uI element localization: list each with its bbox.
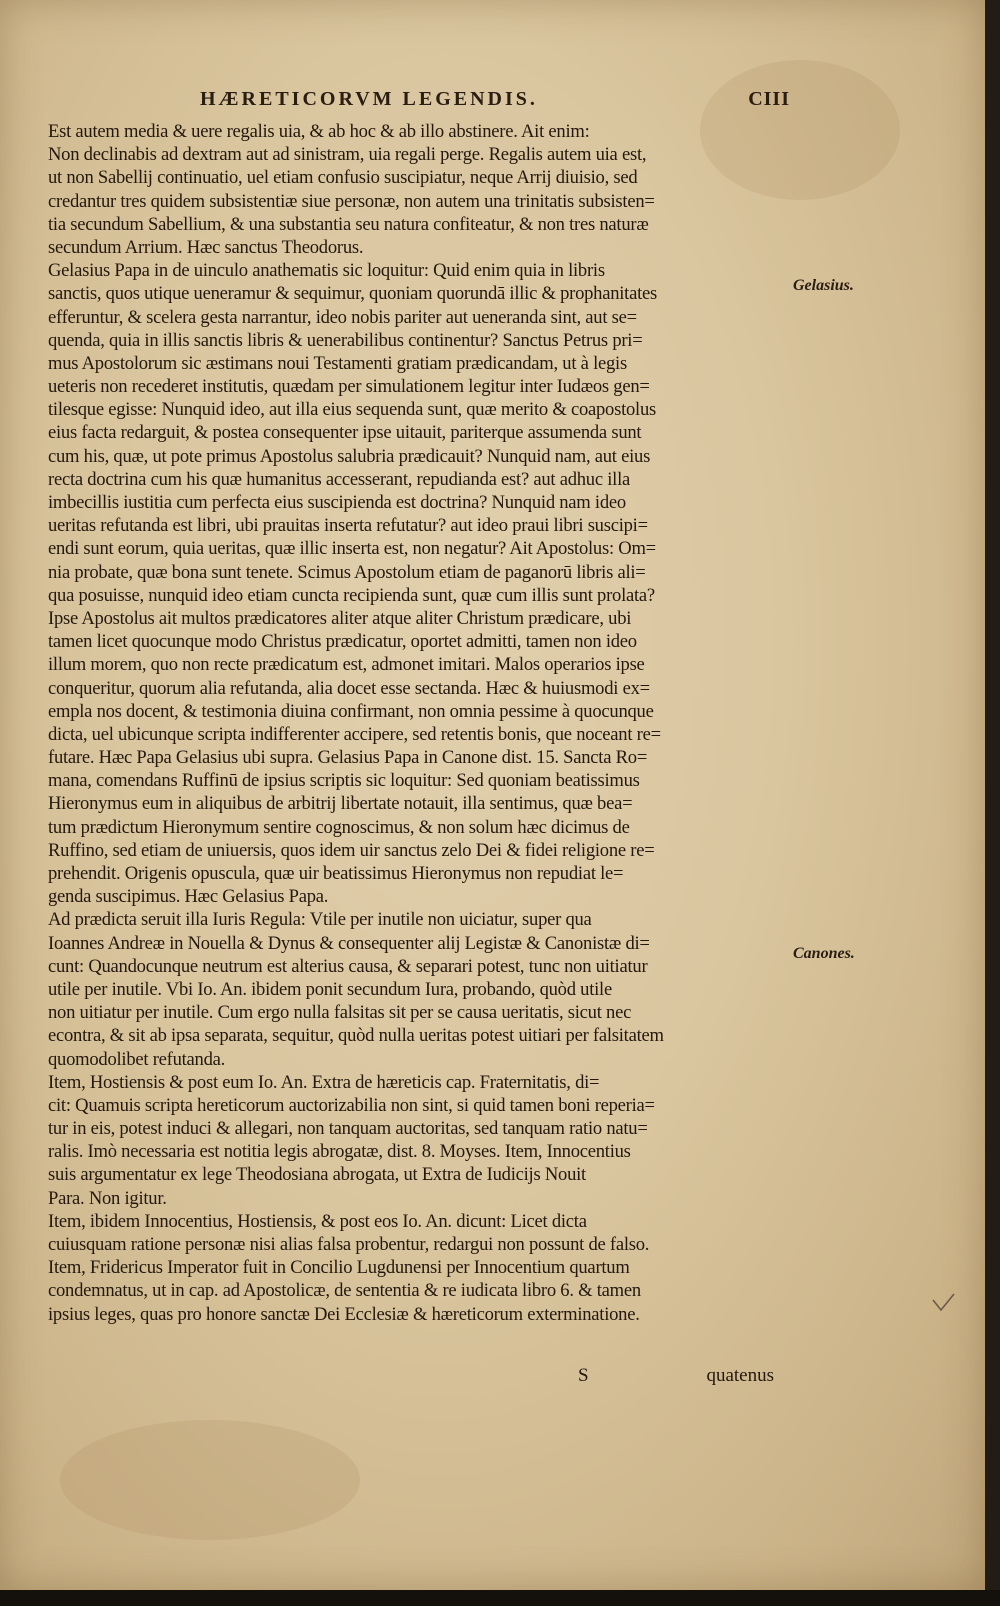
text-line: ipsius leges, quas pro honore sanctæ Dei Ecclesiæ & hæreticorum exterminatione. <box>48 1303 640 1325</box>
text-line: Item, Hostiensis & post eum Io. An. Extra de hæreticis cap. Fraternitatis, di= <box>48 1071 600 1093</box>
text-line: ralis. Imò necessaria est notitia legis abrogatæ, dist. 8. Moyses. Item, Innocentius <box>48 1141 631 1163</box>
text-block <box>48 120 788 1326</box>
text-line: tur in eis, potest induci & allegari, non tanquam auctoritas, sed tanquam ratio natu= <box>48 1118 648 1140</box>
text-line: secundum Arrium. Hæc sanctus Theodorus. <box>48 236 364 258</box>
text-line: mana, comendans Ruffinū de ipsius scriptis sic loquitur: Sed quoniam beatissimus <box>48 770 640 792</box>
text-line: dicta, uel ubicunque scripta indifferenter accipere, sed retentis bonis, que noceant re= <box>48 723 661 745</box>
text-line: Gelasius Papa in de uinculo anathematis sic loquitur: Quid enim quia in libris <box>48 260 605 282</box>
text-line: ueritas refutanda est libri, ubi prauitas inserta refutatur? aut ideo praui libri suscipi= <box>48 515 648 537</box>
text-line: non uitiatur per inutile. Cum ergo nulla falsitas sit per se causa ueritatis, sicut nec <box>48 1002 632 1024</box>
text-line: conqueritur, quorum alia refutanda, alia docet esse sectanda. Hæc & huiusmodi ex= <box>48 677 650 699</box>
text-line: cuiusquam ratione personæ nisi alias falsa probentur, redargui non possunt de falso. <box>48 1234 650 1255</box>
text-line: Ioannes Andreæ in Nouella & Dynus & consequenter alij Legistæ & Canonistæ di= <box>48 932 650 954</box>
catchword-row <box>48 1365 788 1389</box>
text-line: genda suscipimus. Hæc Gelasius Papa. <box>48 886 329 908</box>
text-line: futare. Hæc Papa Gelasius ubi supra. Gelasius Papa in Canone dist. 15. Sancta Ro= <box>48 747 648 769</box>
text-line: prehendit. Origenis opuscula, quæ uir beatissimus Hieronymus non repudiat le= <box>48 863 624 884</box>
text-line: tum prædictum Hieronymum sentire cognoscimus, & non solum hæc dicimus de <box>48 816 630 838</box>
marginal-note-canones: Canones. <box>793 945 855 962</box>
text-line: Non declinabis ad dextram aut ad sinistram, uia regali perge. Regalis autem uia est, <box>48 144 647 166</box>
pencil-check-mark <box>930 1290 956 1316</box>
folio-number: CIII <box>748 88 790 110</box>
text-line: quomodolibet refutanda. <box>48 1048 226 1070</box>
text-line: Ad prædicta seruit illa Iuris Regula: Vtile per inutile non uiciatur, super qua <box>48 909 592 931</box>
page-edge <box>985 0 1000 1606</box>
text-line: imbecillis iustitia cum perfecta eius suscipienda est doctrina? Nunquid nam ideo <box>48 492 626 513</box>
text-line: mus Apostolorum sic æstimans noui Testamenti gratiam prædicandam, ut à legis <box>48 352 627 374</box>
text-line: econtra, & sit ab ipsa separata, sequitur, quòd nulla ueritas potest uitiari per falsitatem <box>48 1025 664 1047</box>
text-line: recta doctrina cum his quæ humanitus accesserant, repudianda est? aut adhuc illa <box>48 468 631 490</box>
text-line: Ipse Apostolus ait multos prædicatores aliter atque aliter Christum prædicare, ubi <box>48 607 632 629</box>
text-line: Item, Fridericus Imperator fuit in Concilio Lugdunensi per Innocentium quartum <box>48 1257 630 1279</box>
text-line: Ruffino, sed etiam de uniuersis, quos idem uir sanctus zelo Dei & fidei religione re= <box>48 839 655 861</box>
text-line: ueteris non recederet institutis, quædam per simulationem legitur inter Iudæos gen= <box>48 376 650 398</box>
text-line: endi sunt eorum, quia ueritas, quæ illic inserta est, non negatur? Ait Apostolus: Om= <box>48 538 656 560</box>
text-line: empla nos docent, & testimonia diuina confirmant, non omnia pessime à quocunque <box>48 700 654 722</box>
text-line: nia probate, quæ bona sunt tenete. Scimus Apostolum etiam de paganorū libris ali= <box>48 561 646 583</box>
text-line: quenda, quia in illis sanctis libris & uenerabilibus continentur? Sanctus Petrus pri= <box>48 329 643 351</box>
text-line: Para. Non igitur. <box>48 1187 167 1209</box>
text-line: Item, ibidem Innocentius, Hostiensis, & post eos Io. An. dicunt: Licet dicta <box>48 1210 587 1232</box>
text-line: eius facta redarguit, & postea consequenter ipse uitauit, pariterque assumenda sunt <box>48 422 642 444</box>
text-line: cum his, quæ, ut pote primus Apostolus salubria prædicauit? Nunquid nam, aut eius <box>48 445 651 467</box>
text-line: qua posuisse, nunquid ideo etiam cuncta recipienda sunt, quæ cum illis sunt prolata? <box>48 584 655 606</box>
marginal-note-gelasius: Gelasius. <box>793 277 854 294</box>
text-line: ut non Sabellij continuatio, uel etiam confusio suscipiatur, neque Arrij diuisio, sed <box>48 167 638 189</box>
paper-stain <box>60 1420 360 1540</box>
page-bottom-edge <box>0 1590 1000 1606</box>
running-head-title: HÆRETICORVM LEGENDIS. <box>200 88 538 110</box>
text-line: efferuntur, & scelera gesta narrantur, ideo nobis pariter aut ueneranda sint, aut se= <box>48 306 637 328</box>
text-line: sanctis, quos utique ueneramur & sequimur, quoniam quorundā illic & prophanitates <box>48 283 657 305</box>
text-line: Est autem media & uere regalis uia, & ab hoc & ab illo abstinere. Ait enim: <box>48 121 590 142</box>
text-line: suis argumentatur ex lege Theodosiana abrogata, ut Extra de Iudicijs Nouit <box>48 1164 586 1186</box>
text-line: cit: Quamuis scripta hereticorum auctorizabilia non sint, si quid tamen boni reperia= <box>48 1094 655 1116</box>
text-line: cunt: Quandocunque neutrum est alterius causa, & separari potest, tunc non uitiatur <box>48 955 648 977</box>
text-line: illum morem, quo non recte prædicatum est, admonet imitari. Malos operarios ipse <box>48 654 645 676</box>
text-line: Hieronymus eum in aliquibus de arbitrij libertate notauit, illa sentimus, quæ bea= <box>48 793 633 815</box>
text-line: tamen licet quocunque modo Christus prædicatur, oportet admitti, tamen non ideo <box>48 631 637 653</box>
text-line: utile per inutile. Vbi Io. An. ibidem ponit secundum Iura, probando, quòd utile <box>48 978 612 1000</box>
running-head <box>200 88 790 114</box>
text-line: credantur tres quidem subsistentiæ siue personæ, non autem una trinitatis subsisten= <box>48 190 655 212</box>
text-line: tia secundum Sabellium, & una substantia seu natura confiteatur, & non tres naturæ <box>48 213 649 235</box>
text-line: condemnatus, ut in cap. ad Apostolicæ, de sententia & re iudicata libro 6. & tamen <box>48 1280 641 1302</box>
text-line: tilesque egisse: Nunquid ideo, aut illa eius sequenda sunt, quæ merito & coapostolus <box>48 399 656 421</box>
catchword: quatenus <box>706 1365 774 1386</box>
signature-mark: S <box>578 1365 589 1386</box>
